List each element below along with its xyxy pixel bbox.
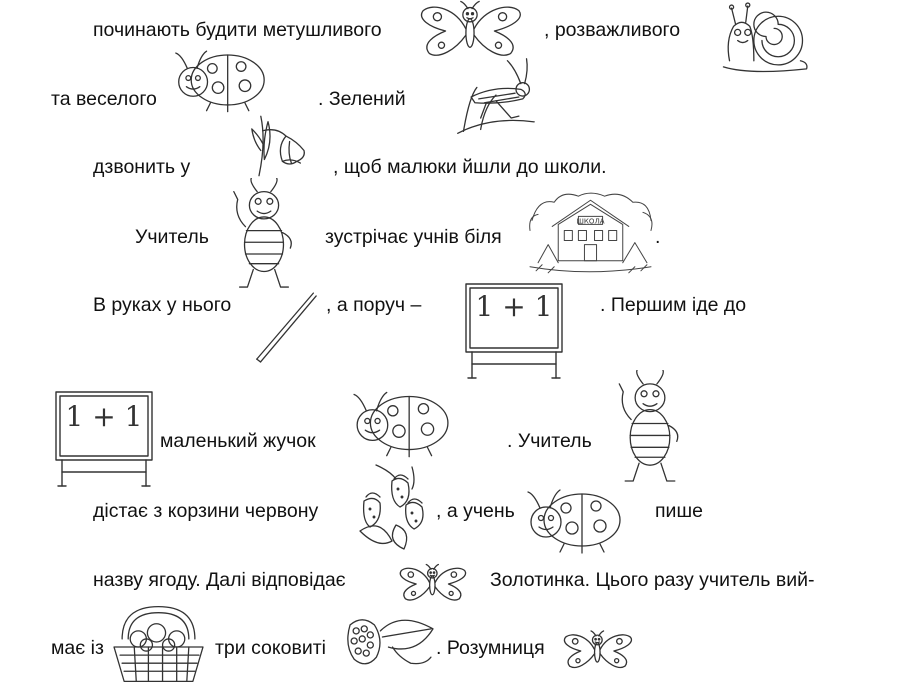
story-text-line5-c: . Першим іде до [600, 294, 747, 316]
snail-icon [719, 0, 811, 76]
story-text-line4-b: зустрічає учнів біля [325, 226, 502, 248]
ladybug-icon [524, 484, 624, 554]
story-text-line2-a: та веселого [51, 88, 157, 110]
story-text-line9-b: три соковиті [215, 637, 327, 659]
story-text-line4-a: Учитель [135, 226, 209, 248]
school-icon [528, 190, 654, 276]
story-text-line9-c: . Розумниця [436, 637, 545, 659]
beetle-icon [614, 370, 686, 484]
ladybug-icon [172, 44, 268, 114]
beetle-icon [228, 178, 300, 290]
blackboard-icon [54, 390, 154, 490]
story-text-line1-a: починають будити метушливого [93, 19, 382, 41]
grasshopper-icon [452, 52, 538, 142]
story-text-line7-b: , а учень [436, 500, 515, 522]
ladybug-icon [350, 386, 452, 458]
story-text-line9-a: має із [51, 637, 104, 659]
story-text-line6-a: маленький жучок [160, 430, 316, 452]
story-text-line5-b: , а поруч – [326, 294, 422, 316]
blackboard-text: 1 + 1 [475, 290, 553, 323]
story-text-line7-c: пише [655, 500, 703, 522]
butterfly-icon [560, 610, 636, 692]
story-text-line4-c: . [655, 226, 661, 248]
basket-icon [110, 596, 206, 694]
story-text-line6-b: . Учитель [507, 430, 592, 452]
bellflower-icon [250, 114, 322, 178]
pointer-icon [253, 290, 319, 366]
story-text-line7-a: дістає з корзини червону [93, 500, 319, 522]
strawberry-icon [356, 460, 436, 552]
story-text-line3-b: , щоб малюки йшли до школи. [333, 156, 607, 178]
raspberry-icon [340, 610, 436, 672]
story-text-line5-a: В руках у нього [93, 294, 232, 316]
story-text-line2-b: . Зелений [318, 88, 406, 110]
blackboard-icon [462, 282, 566, 382]
story-text-line3-a: дзвонить у [93, 156, 191, 178]
story-text-line1-b: , розважливого [544, 19, 681, 41]
blackboard-text: 1 + 1 [65, 400, 143, 433]
story-text-line8-b: Золотинка. Цього разу учитель вий- [490, 569, 815, 591]
story-text-line8-a: назву ягоду. Далі відповідає [93, 569, 346, 591]
